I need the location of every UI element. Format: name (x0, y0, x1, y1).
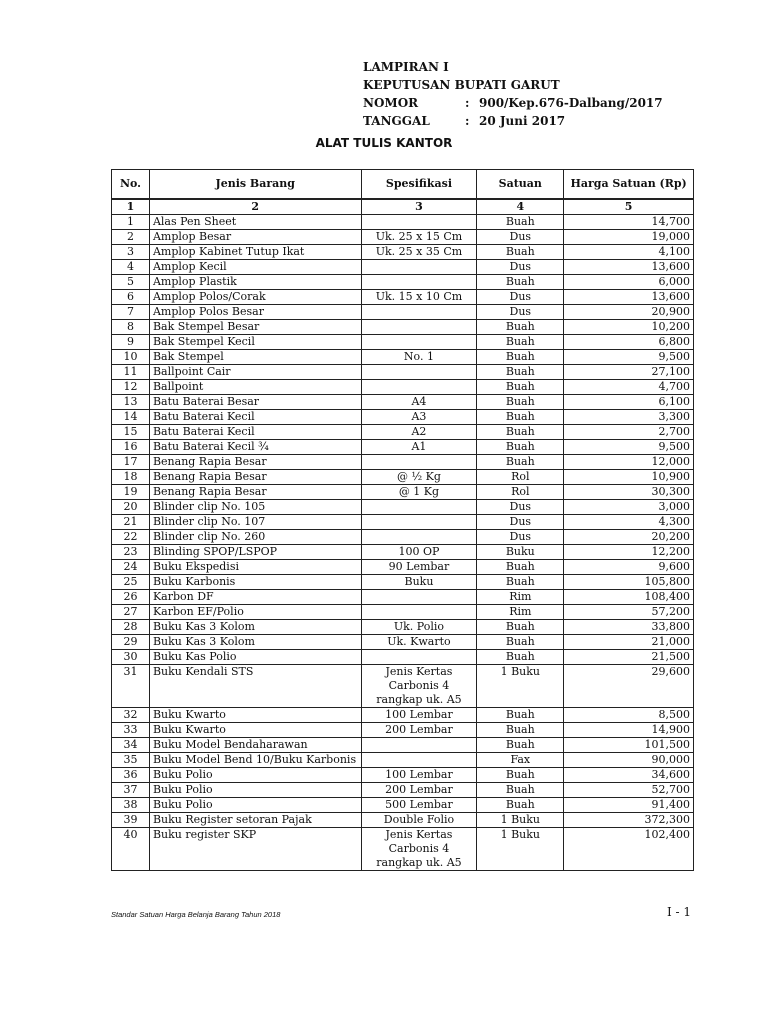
table-row (112, 395, 694, 410)
cell-no: 21 (112, 515, 150, 530)
table-row (112, 575, 694, 590)
table-row (112, 650, 694, 665)
cell-no: 10 (112, 350, 150, 365)
cell-no: 28 (112, 620, 150, 635)
cell-satuan: Buah (477, 455, 564, 470)
cell-no: 9 (112, 335, 150, 350)
cell-harga: 57,200 (564, 605, 694, 620)
cell-jenis-barang: Amplop Kabinet Tutup Ikat (149, 245, 361, 260)
cell-jenis-barang: Amplop Polos/Corak (149, 290, 361, 305)
cell-no: 34 (112, 738, 150, 753)
table-row (112, 275, 694, 290)
cell-harga: 105,800 (564, 575, 694, 590)
cell-harga: 3,000 (564, 500, 694, 515)
cell-satuan: Buah (477, 215, 564, 230)
cell-satuan: Rol (477, 470, 564, 485)
cell-spesifikasi: A1 (361, 440, 477, 455)
cell-jenis-barang: Amplop Polos Besar (149, 305, 361, 320)
cell-harga: 12,000 (564, 455, 694, 470)
cell-satuan: Buah (477, 650, 564, 665)
cell-satuan: Buah (477, 575, 564, 590)
cell-no: 4 (112, 260, 150, 275)
cell-harga: 14,700 (564, 215, 694, 230)
cell-harga: 13,600 (564, 260, 694, 275)
table-row (112, 560, 694, 575)
nomor-label: NOMOR (363, 96, 419, 110)
cell-satuan: Buah (477, 425, 564, 440)
table-body (112, 215, 694, 871)
cell-satuan: Fax (477, 753, 564, 768)
table-row (112, 813, 694, 828)
cell-no: 7 (112, 305, 150, 320)
cell-spesifikasi (361, 260, 477, 275)
table-row (112, 768, 694, 783)
cell-no: 20 (112, 500, 150, 515)
cell-harga: 9,500 (564, 350, 694, 365)
cell-satuan: Buah (477, 335, 564, 350)
cell-jenis-barang: Batu Baterai Kecil (149, 425, 361, 440)
cell-spesifikasi (361, 753, 477, 768)
cell-jenis-barang: Batu Baterai Kecil (149, 410, 361, 425)
table-row (112, 215, 694, 230)
cell-jenis-barang: Blinder clip No. 105 (149, 500, 361, 515)
cell-jenis-barang: Buku Kwarto (149, 723, 361, 738)
tanggal-value: 20 Juni 2017 (479, 114, 566, 128)
table-row (112, 245, 694, 260)
cell-no: 37 (112, 783, 150, 798)
cell-satuan: Dus (477, 530, 564, 545)
keputusan-label: KEPUTUSAN BUPATI GARUT (363, 78, 560, 92)
cell-spesifikasi: Jenis Kertas Carbonis 4 rangkap uk. A5 (361, 828, 477, 871)
cell-harga: 2,700 (564, 425, 694, 440)
table-row (112, 305, 694, 320)
table-row (112, 320, 694, 335)
cell-harga: 102,400 (564, 828, 694, 871)
cell-spesifikasi (361, 590, 477, 605)
cell-jenis-barang: Blinding SPOP/LSPOP (149, 545, 361, 560)
cell-no: 17 (112, 455, 150, 470)
cell-spesifikasi (361, 275, 477, 290)
cell-satuan: Buah (477, 320, 564, 335)
col-number-2: 2 (149, 199, 361, 215)
cell-spesifikasi: 200 Lembar (361, 783, 477, 798)
cell-spesifikasi: 100 OP (361, 545, 477, 560)
cell-no: 23 (112, 545, 150, 560)
cell-no: 15 (112, 425, 150, 440)
cell-jenis-barang: Amplop Plastik (149, 275, 361, 290)
cell-harga: 90,000 (564, 753, 694, 768)
document-header (363, 58, 663, 130)
cell-jenis-barang: Ballpoint Cair (149, 365, 361, 380)
cell-spesifikasi: Uk. Polio (361, 620, 477, 635)
cell-spesifikasi: No. 1 (361, 350, 477, 365)
cell-satuan: Rim (477, 590, 564, 605)
cell-satuan: Dus (477, 515, 564, 530)
table-row (112, 738, 694, 753)
cell-satuan: 1 Buku (477, 828, 564, 871)
cell-harga: 6,000 (564, 275, 694, 290)
cell-jenis-barang: Buku Ekspedisi (149, 560, 361, 575)
cell-harga: 10,900 (564, 470, 694, 485)
table-row (112, 783, 694, 798)
cell-no: 2 (112, 230, 150, 245)
table-row (112, 335, 694, 350)
cell-spesifikasi (361, 455, 477, 470)
col-number-5: 5 (564, 199, 694, 215)
table-row (112, 365, 694, 380)
cell-satuan: Buah (477, 783, 564, 798)
table-row (112, 440, 694, 455)
cell-jenis-barang: Buku Kas 3 Kolom (149, 635, 361, 650)
cell-no: 16 (112, 440, 150, 455)
cell-no: 22 (112, 530, 150, 545)
cell-jenis-barang: Buku Polio (149, 768, 361, 783)
cell-spesifikasi: @ 1 Kg (361, 485, 477, 500)
cell-harga: 9,600 (564, 560, 694, 575)
cell-satuan: Dus (477, 305, 564, 320)
cell-no: 3 (112, 245, 150, 260)
table-row (112, 500, 694, 515)
cell-jenis-barang: Amplop Besar (149, 230, 361, 245)
cell-jenis-barang: Blinder clip No. 260 (149, 530, 361, 545)
cell-satuan: 1 Buku (477, 665, 564, 708)
table-row (112, 605, 694, 620)
cell-spesifikasi: Uk. 25 x 35 Cm (361, 245, 477, 260)
cell-harga: 12,200 (564, 545, 694, 560)
cell-no: 24 (112, 560, 150, 575)
cell-harga: 4,700 (564, 380, 694, 395)
tanggal-label: TANGGAL (363, 114, 430, 128)
cell-harga: 29,600 (564, 665, 694, 708)
cell-satuan: 1 Buku (477, 813, 564, 828)
cell-jenis-barang: Benang Rapia Besar (149, 470, 361, 485)
cell-jenis-barang: Benang Rapia Besar (149, 455, 361, 470)
table-row (112, 290, 694, 305)
cell-harga: 27,100 (564, 365, 694, 380)
cell-satuan: Buah (477, 723, 564, 738)
cell-spesifikasi (361, 500, 477, 515)
table-row (112, 590, 694, 605)
tanggal-colon: : (465, 114, 470, 128)
cell-jenis-barang: Karbon DF (149, 590, 361, 605)
cell-spesifikasi (361, 215, 477, 230)
table-column-number-row (112, 199, 694, 215)
cell-jenis-barang: Buku register SKP (149, 828, 361, 871)
cell-spesifikasi (361, 738, 477, 753)
cell-no: 35 (112, 753, 150, 768)
cell-spesifikasi: 100 Lembar (361, 768, 477, 783)
cell-jenis-barang: Bak Stempel Kecil (149, 335, 361, 350)
cell-no: 36 (112, 768, 150, 783)
cell-spesifikasi: Jenis Kertas Carbonis 4 rangkap uk. A5 (361, 665, 477, 708)
cell-spesifikasi: 90 Lembar (361, 560, 477, 575)
cell-harga: 19,000 (564, 230, 694, 245)
table-row (112, 515, 694, 530)
cell-jenis-barang: Buku Model Bendaharawan (149, 738, 361, 753)
cell-jenis-barang: Benang Rapia Besar (149, 485, 361, 500)
cell-satuan: Rol (477, 485, 564, 500)
cell-satuan: Buah (477, 768, 564, 783)
nomor-colon: : (465, 96, 470, 110)
table-row (112, 620, 694, 635)
cell-satuan: Buah (477, 798, 564, 813)
cell-harga: 101,500 (564, 738, 694, 753)
cell-spesifikasi (361, 380, 477, 395)
cell-spesifikasi (361, 650, 477, 665)
cell-harga: 14,900 (564, 723, 694, 738)
cell-spesifikasi: Uk. 15 x 10 Cm (361, 290, 477, 305)
table-row (112, 260, 694, 275)
cell-jenis-barang: Buku Kas Polio (149, 650, 361, 665)
cell-no: 6 (112, 290, 150, 305)
cell-no: 27 (112, 605, 150, 620)
price-table (111, 169, 694, 871)
cell-jenis-barang: Amplop Kecil (149, 260, 361, 275)
cell-spesifikasi (361, 365, 477, 380)
cell-harga: 20,900 (564, 305, 694, 320)
table-row (112, 485, 694, 500)
cell-jenis-barang: Buku Polio (149, 798, 361, 813)
table-header-row (112, 170, 694, 200)
table-row (112, 350, 694, 365)
cell-jenis-barang: Ballpoint (149, 380, 361, 395)
cell-harga: 9,500 (564, 440, 694, 455)
cell-satuan: Buah (477, 708, 564, 723)
page-number: I - 1 (667, 905, 692, 919)
cell-no: 14 (112, 410, 150, 425)
cell-no: 25 (112, 575, 150, 590)
cell-harga: 52,700 (564, 783, 694, 798)
cell-harga: 34,600 (564, 768, 694, 783)
cell-no: 29 (112, 635, 150, 650)
col-header-spesifikasi: Spesifikasi (361, 170, 477, 200)
cell-no: 12 (112, 380, 150, 395)
cell-spesifikasi (361, 530, 477, 545)
cell-satuan: Buah (477, 365, 564, 380)
cell-satuan: Buah (477, 275, 564, 290)
table-row (112, 545, 694, 560)
cell-jenis-barang: Batu Baterai Kecil ¾ (149, 440, 361, 455)
table-row (112, 425, 694, 440)
cell-no: 8 (112, 320, 150, 335)
nomor-value: 900/Kep.676-Dalbang/2017 (479, 96, 663, 110)
cell-harga: 21,000 (564, 635, 694, 650)
cell-no: 31 (112, 665, 150, 708)
cell-harga: 20,200 (564, 530, 694, 545)
cell-harga: 8,500 (564, 708, 694, 723)
cell-no: 26 (112, 590, 150, 605)
cell-spesifikasi (361, 320, 477, 335)
cell-jenis-barang: Bak Stempel Besar (149, 320, 361, 335)
cell-spesifikasi: A2 (361, 425, 477, 440)
cell-no: 30 (112, 650, 150, 665)
cell-harga: 13,600 (564, 290, 694, 305)
cell-harga: 6,800 (564, 335, 694, 350)
cell-satuan: Dus (477, 290, 564, 305)
cell-spesifikasi: A4 (361, 395, 477, 410)
cell-satuan: Buah (477, 410, 564, 425)
cell-satuan: Buah (477, 738, 564, 753)
table-row (112, 665, 694, 708)
table-row (112, 230, 694, 245)
cell-harga: 91,400 (564, 798, 694, 813)
cell-spesifikasi: 500 Lembar (361, 798, 477, 813)
cell-no: 5 (112, 275, 150, 290)
table-row (112, 753, 694, 768)
cell-harga: 3,300 (564, 410, 694, 425)
cell-harga: 33,800 (564, 620, 694, 635)
cell-satuan: Buah (477, 350, 564, 365)
cell-jenis-barang: Buku Model Bend 10/Buku Karbonis (149, 753, 361, 768)
cell-no: 19 (112, 485, 150, 500)
footer-text: Standar Satuan Harga Belanja Barang Tahun 2018 (111, 910, 281, 919)
cell-spesifikasi: Uk. Kwarto (361, 635, 477, 650)
cell-spesifikasi (361, 305, 477, 320)
cell-satuan: Buah (477, 560, 564, 575)
table-row (112, 828, 694, 871)
cell-spesifikasi: @ ½ Kg (361, 470, 477, 485)
cell-satuan: Buah (477, 635, 564, 650)
cell-satuan: Dus (477, 500, 564, 515)
lampiran-label: LAMPIRAN I (363, 60, 449, 74)
cell-harga: 30,300 (564, 485, 694, 500)
table-row (112, 708, 694, 723)
cell-no: 38 (112, 798, 150, 813)
cell-no: 33 (112, 723, 150, 738)
cell-no: 18 (112, 470, 150, 485)
cell-satuan: Dus (477, 260, 564, 275)
col-header-satuan: Satuan (477, 170, 564, 200)
cell-jenis-barang: Buku Kwarto (149, 708, 361, 723)
cell-jenis-barang: Buku Polio (149, 783, 361, 798)
cell-no: 40 (112, 828, 150, 871)
cell-spesifikasi: 200 Lembar (361, 723, 477, 738)
cell-jenis-barang: Buku Karbonis (149, 575, 361, 590)
col-header-no: No. (112, 170, 150, 200)
cell-no: 1 (112, 215, 150, 230)
table-row (112, 380, 694, 395)
cell-jenis-barang: Bak Stempel (149, 350, 361, 365)
cell-harga: 6,100 (564, 395, 694, 410)
cell-satuan: Buku (477, 545, 564, 560)
cell-harga: 4,100 (564, 245, 694, 260)
cell-jenis-barang: Alas Pen Sheet (149, 215, 361, 230)
cell-satuan: Buah (477, 395, 564, 410)
cell-harga: 4,300 (564, 515, 694, 530)
cell-no: 13 (112, 395, 150, 410)
cell-satuan: Buah (477, 245, 564, 260)
table-row (112, 798, 694, 813)
cell-spesifikasi: A3 (361, 410, 477, 425)
cell-harga: 372,300 (564, 813, 694, 828)
col-number-1: 1 (112, 199, 150, 215)
cell-spesifikasi (361, 605, 477, 620)
col-header-jenis: Jenis Barang (149, 170, 361, 200)
cell-satuan: Rim (477, 605, 564, 620)
cell-satuan: Buah (477, 620, 564, 635)
table-row (112, 723, 694, 738)
cell-no: 39 (112, 813, 150, 828)
table-row (112, 455, 694, 470)
col-header-harga: Harga Satuan (Rp) (564, 170, 694, 200)
cell-jenis-barang: Buku Kas 3 Kolom (149, 620, 361, 635)
cell-jenis-barang: Buku Register setoran Pajak (149, 813, 361, 828)
col-number-4: 4 (477, 199, 564, 215)
cell-no: 11 (112, 365, 150, 380)
cell-harga: 10,200 (564, 320, 694, 335)
cell-spesifikasi (361, 335, 477, 350)
cell-jenis-barang: Batu Baterai Besar (149, 395, 361, 410)
cell-jenis-barang: Buku Kendali STS (149, 665, 361, 708)
cell-harga: 21,500 (564, 650, 694, 665)
cell-satuan: Dus (477, 230, 564, 245)
cell-jenis-barang: Blinder clip No. 107 (149, 515, 361, 530)
table-row (112, 410, 694, 425)
cell-harga: 108,400 (564, 590, 694, 605)
table-row (112, 470, 694, 485)
cell-no: 32 (112, 708, 150, 723)
table-row (112, 530, 694, 545)
cell-spesifikasi: Uk. 25 x 15 Cm (361, 230, 477, 245)
cell-spesifikasi (361, 515, 477, 530)
cell-satuan: Buah (477, 380, 564, 395)
cell-jenis-barang: Karbon EF/Polio (149, 605, 361, 620)
cell-spesifikasi: Double Folio (361, 813, 477, 828)
page-title: ALAT TULIS KANTOR (315, 136, 453, 150)
cell-satuan: Buah (477, 440, 564, 455)
cell-spesifikasi: 100 Lembar (361, 708, 477, 723)
table-row (112, 635, 694, 650)
col-number-3: 3 (361, 199, 477, 215)
cell-spesifikasi: Buku (361, 575, 477, 590)
